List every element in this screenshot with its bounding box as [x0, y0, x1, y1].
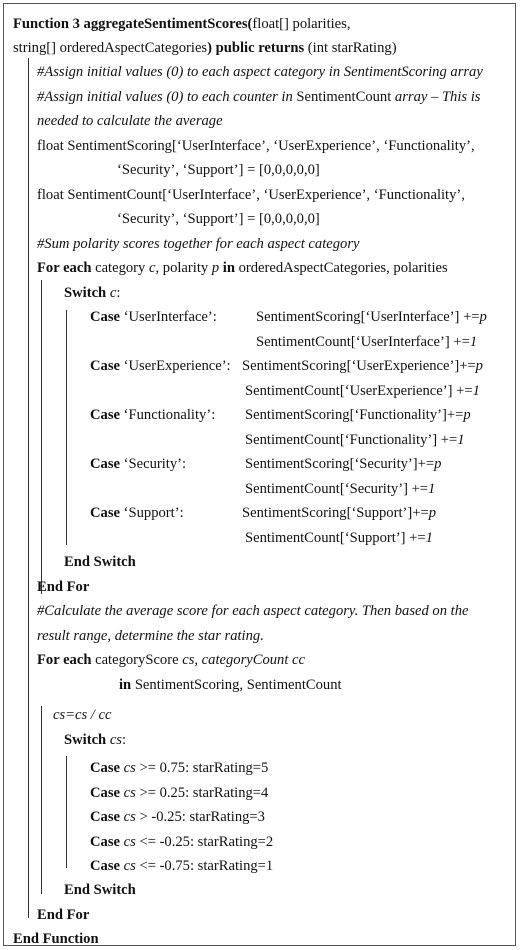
comment-init-scoring: #Assign initial values (0) to each aspect category in SentimentScoring array [37, 64, 483, 80]
end-switch: End Switch [64, 554, 136, 570]
case-security-score: SentimentScoring[‘Security’]+=p [245, 456, 442, 472]
average-assignment: cs=cs / cc [53, 707, 112, 723]
function-block-bar [28, 58, 29, 918]
count-declaration-cont: ‘Security’, ‘Support’] = [0,0,0,0,0] [117, 211, 320, 227]
case-support: Case ‘Support’: [90, 505, 184, 521]
case-functionality: Case ‘Functionality’: [90, 407, 216, 423]
case-security-count: SentimentCount[‘Security’] +=1 [245, 481, 436, 497]
comment-average-cont: result range, determine the star rating. [37, 628, 264, 644]
switch-line: Switch c: [64, 285, 121, 301]
case-userinterface-score: SentimentScoring[‘UserInterface’] +=p [256, 309, 487, 325]
rating-case-1: Case cs <= -0.75: starRating=1 [90, 858, 274, 874]
case-userexperience-count: SentimentCount[‘UserExperience’] +=1 [245, 383, 480, 399]
switch-score-line: Switch cs: [64, 732, 127, 748]
end-switch-score: End Switch [64, 882, 136, 898]
for-each-score-line-cont: in SentimentScoring, SentimentCount [119, 677, 342, 693]
for-block-bar [41, 280, 42, 594]
case-security: Case ‘Security’: [90, 456, 187, 472]
case-userexperience-score: SentimentScoring[‘UserExperience’]+=p [242, 358, 483, 374]
rating-case-3: Case cs > -0.25: starRating=3 [90, 809, 265, 825]
end-for-score: End For [37, 907, 90, 923]
case-support-score: SentimentScoring[‘Support’]+=p [242, 505, 436, 521]
for-each-line: For each category c, polarity p in orderedAspectCategories, polarities [37, 260, 448, 276]
for-each-score-line: For each categoryScore cs, categoryCount cc [37, 652, 306, 668]
switch2-block-bar [66, 756, 67, 868]
case-userinterface-count: SentimentCount[‘UserInterface’] +=1 [256, 334, 478, 350]
for2-block-bar [41, 706, 42, 894]
scoring-declaration: float SentimentScoring[‘UserInterface’, ‘UserExperience’, ‘Functionality’, [37, 138, 475, 154]
switch-block-bar [66, 310, 67, 545]
case-userinterface: Case ‘UserInterface’: [90, 309, 217, 325]
scoring-declaration-cont: ‘Security’, ‘Support’] = [0,0,0,0,0] [117, 162, 320, 178]
case-functionality-score: SentimentScoring[‘Functionality’]+=p [245, 407, 471, 423]
rating-case-4: Case cs >= 0.25: starRating=4 [90, 785, 269, 801]
comment-init-count: #Assign initial values (0) to each counter in SentimentCount array – This is [37, 89, 481, 105]
rating-case-2: Case cs <= -0.25: starRating=2 [90, 834, 274, 850]
function-header-cont: string[] orderedAspectCategories) public returns (int starRating) [13, 40, 397, 56]
end-for: End For [37, 579, 90, 595]
end-function: End Function [13, 931, 99, 947]
comment-average: #Calculate the average score for each aspect category. Then based on the [37, 603, 469, 619]
case-userexperience: Case ‘UserExperience’: [90, 358, 231, 374]
case-functionality-count: SentimentCount[‘Functionality’] +=1 [245, 432, 465, 448]
comment-init-count-cont: needed to calculate the average [37, 113, 223, 129]
count-declaration: float SentimentCount[‘UserInterface’, ‘UserExperience’, ‘Functionality’, [37, 187, 465, 203]
comment-sum: #Sum polarity scores together for each aspect category [37, 236, 360, 252]
function-header: Function 3 aggregateSentimentScores(float[] polarities, [13, 16, 351, 32]
rating-case-5: Case cs >= 0.75: starRating=5 [90, 760, 269, 776]
case-support-count: SentimentCount[‘Support’] +=1 [245, 530, 433, 546]
